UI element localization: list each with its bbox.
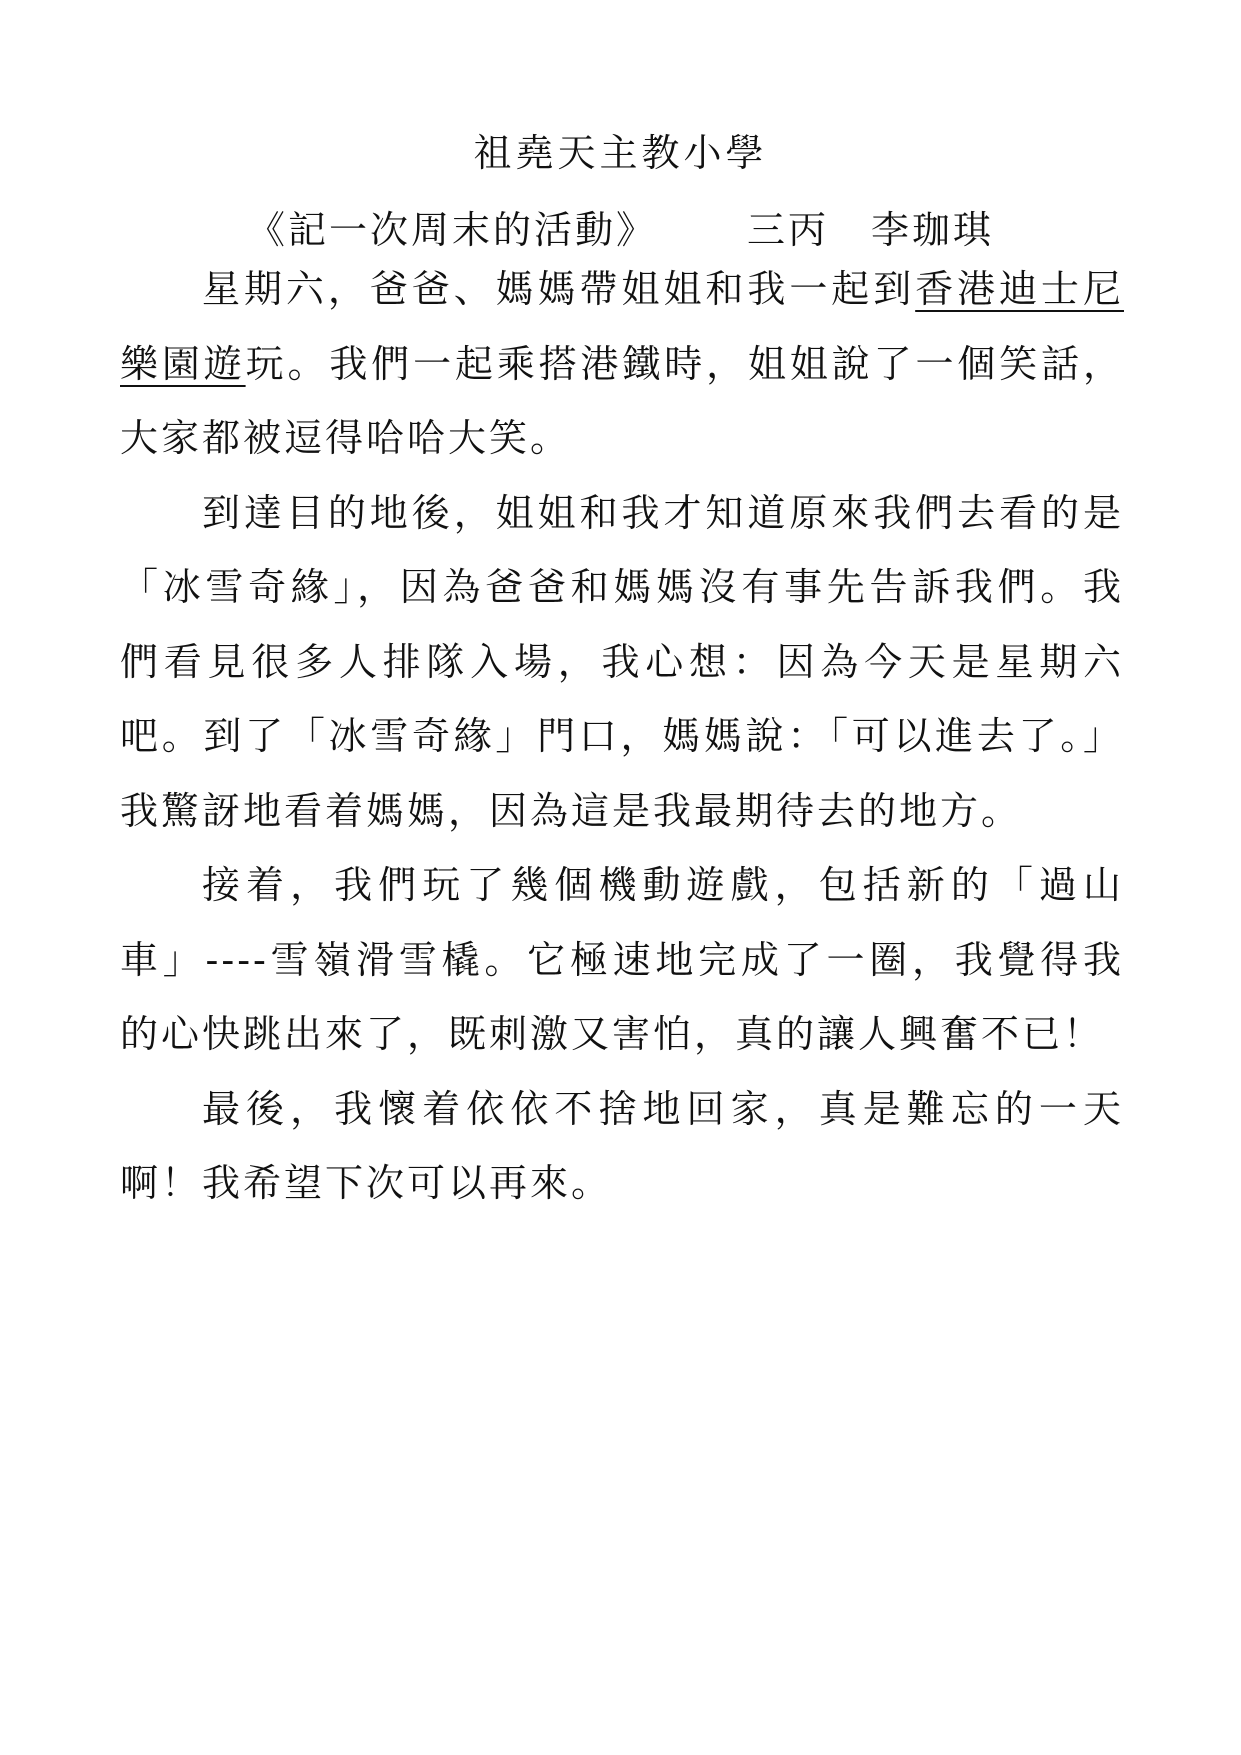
paragraph-2: 到達目的地後，姐姐和我才知道原來我們去看的是「冰雪奇緣」，因為爸爸和媽媽沒有事先告訴我們。我們看見很多人排隊入場，我心想：因為今天是星期六吧。到了「冰雪奇緣」門口，媽媽說：「可以進去了。」我驚訝地看着媽媽，因為這是我最期待去的地方。 xyxy=(120,490,1124,833)
author-name: 李珈琪 xyxy=(871,208,995,252)
school-name: 祖堯天主教小學 xyxy=(473,131,768,175)
paragraph-1-start: 星期六，爸爸、媽媽帶姐姐和我一起到 xyxy=(202,267,916,311)
essay-title: 《記一次周末的活動》 xyxy=(246,208,657,252)
class-name: 三丙 xyxy=(746,208,829,252)
paragraph-4: 最後，我懷着依依不捨地回家，真是難忘的一天啊！我希望下次可以再來。 xyxy=(120,1086,1124,1205)
paragraph-1 xyxy=(120,252,1124,476)
title-line xyxy=(0,205,1241,255)
paragraph-1-end: 玩。我們一起乘搭港鐵時，姐姐說了一個笑話，大家都被逗得哈哈大笑。 xyxy=(120,341,1124,460)
underlined-place-name: 香港迪士尼樂園遊 xyxy=(120,267,1124,386)
essay-body xyxy=(120,252,1124,1221)
paragraph-3: 接着，我們玩了幾個機動遊戲，包括新的「過山車」----雪嶺滑雪橇。它極速地完成了一圈，我覺得我的心快跳出來了，既刺激又害怕，真的讓人興奮不已！ xyxy=(120,863,1124,1056)
